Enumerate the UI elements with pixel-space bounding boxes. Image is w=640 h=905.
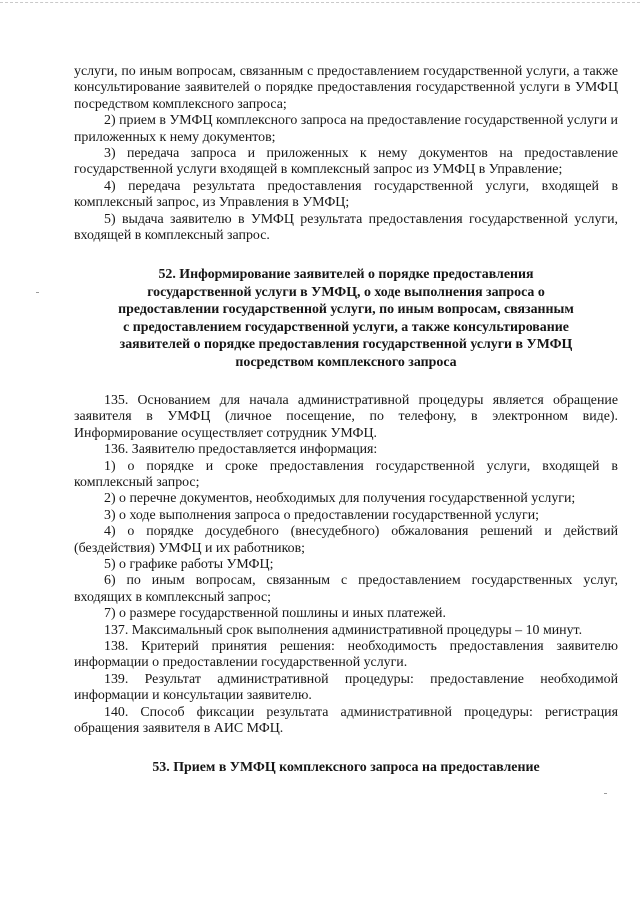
- paragraph: 137. Максимальный срок выполнения административной процедуры – 10 минут.: [104, 622, 583, 638]
- list-item: 3) о ходе выполнения запроса о предоставлении государственной услуги;: [104, 507, 539, 523]
- scan-edge-line: [0, 2, 640, 3]
- section-heading-53: 53. Прием в УМФЦ комплексного запроса на предоставление: [152, 760, 540, 776]
- list-item: 6) по иным вопросам, связанным с предоставлением государственных услуг, входящих в комплексный запрос;: [74, 573, 618, 605]
- list-item: 3) передача запроса и приложенных к нему документов на предоставление государственной услуги входящей в комплексный запрос из УМФЦ в Управление;: [74, 146, 618, 178]
- list-item: 5) выдача заявителю в УМФЦ результата предоставления государственной услуги, входящей в комплексный запрос.: [74, 211, 618, 244]
- list-item: 7) о размере государственной пошлины и иных платежей.: [104, 606, 446, 622]
- scan-speck: [604, 793, 607, 794]
- paragraph: 139. Результат административной процедуры: предоставление необходимой информации и консультации заявителю.: [74, 671, 618, 704]
- list-item: 2) о перечне документов, необходимых для получения государственной услуги;: [104, 491, 576, 507]
- paragraph: 135. Основанием для начала административной процедуры является обращение заявителя в УМФЦ (личное посещение, по телефону, в электронном виде). Информирование осуществляет сотрудник УМФЦ.: [74, 392, 618, 441]
- paragraph: 138. Критерий принятия решения: необходимость предоставления заявителю информации о предоставлении государственной услуги.: [74, 639, 618, 671]
- scan-speck: [36, 292, 39, 293]
- list-item: 5) о графике работы УМФЦ;: [104, 556, 274, 572]
- list-item: 4) о порядке досудебного (внесудебного) обжалования решений и действий (бездействия) УМФЦ и их работников;: [74, 524, 618, 556]
- paragraph: 136. Заявителю предоставляется информация:: [104, 442, 378, 458]
- document-page: [74, 64, 618, 777]
- paragraph: 140. Способ фиксации результата административной процедуры: регистрация обращения заявителя в АИС МФЦ.: [74, 704, 618, 737]
- list-item: 4) передача результата предоставления государственной услуги, входящей в комплексный запрос, из Управления в УМФЦ;: [74, 178, 618, 211]
- paragraph: услуги, по иным вопросам, связанным с предоставлением государственной услуги, а также консультирование заявителей о порядке предоставления государственной услуги в УМФЦ посредством комплексного запроса;: [74, 64, 618, 112]
- section-heading-52: 52. Информирование заявителей о порядке предоставления государственной услуги в УМФЦ, о ходе выполнения запроса о предоставлении государственной услуги, по иным вопросам, связанным с предоставлением государственной услуги, а также консультирование заявителей о порядке предоставления государственной услуги в УМФЦ посредством комплексного запроса: [118, 267, 574, 370]
- list-item: 2) прием в УМФЦ комплексного запроса на предоставление государственной услуги и приложенных к нему документов;: [74, 113, 618, 145]
- list-item: 1) о порядке и сроке предоставления государственной услуги, входящей в комплексный запрос;: [74, 458, 618, 490]
